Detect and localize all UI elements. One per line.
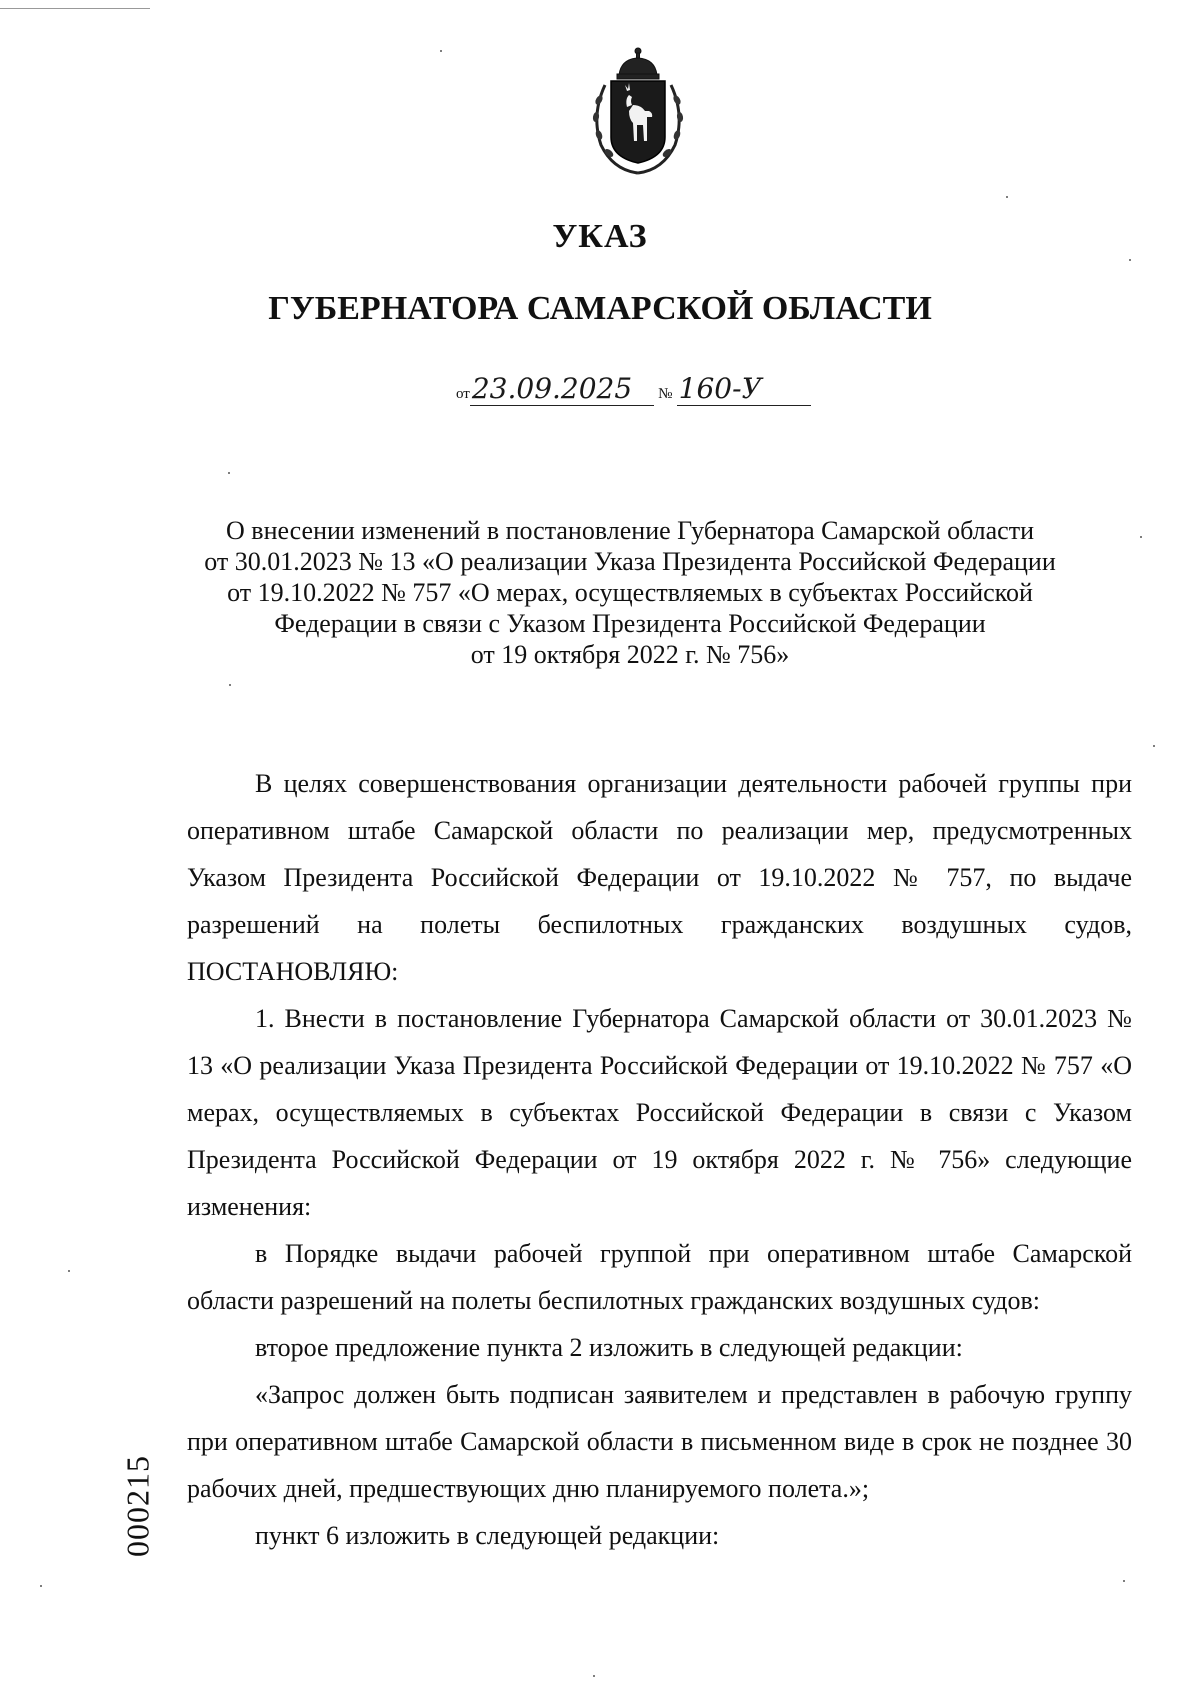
scan-speck <box>1153 745 1155 747</box>
number-prefix: № <box>658 386 673 402</box>
issuer-title: ГУБЕРНАТОРА САМАРСКОЙ ОБЛАСТИ <box>268 290 932 327</box>
subject-line: от 19.10.2022 № 757 «О мерах, осуществляемых в субъектах Российской <box>227 578 1033 607</box>
scan-speck <box>593 1675 595 1677</box>
subject-line: Федерации в связи с Указом Президента Российской Федерации <box>274 609 986 638</box>
decree-subject <box>150 515 1110 670</box>
preamble-paragraph: В целях совершенствования организации деятельности рабочей группы при оперативном штабе Самарской области по реализации мер, предусмотренных Указом Президента Российской Федерации от 19.10.2022 № 757, по выдаче разрешений на полеты беспилотных гражданских воздушных судов, ПОСТАНОВЛЯЮ: <box>187 769 1132 986</box>
handwritten-date: 23.09.2025 <box>470 372 654 406</box>
margin-code-text: 000215 <box>119 1455 156 1557</box>
subject-line: от 30.01.2023 № 13 «О реализации Указа Президента Российской Федерации <box>204 547 1056 576</box>
document-type-title: УКАЗ <box>552 218 648 255</box>
handwritten-number: 160-У <box>677 372 811 406</box>
coat-of-arms-emblem <box>583 45 693 180</box>
scan-speck <box>440 50 442 52</box>
second-sentence-paragraph: второе предложение пункта 2 изложить в следующей редакции: <box>255 1333 963 1362</box>
top-edge-line <box>0 8 150 9</box>
decree-body <box>187 760 1132 1559</box>
point-6-paragraph: пункт 6 изложить в следующей редакции: <box>255 1521 720 1550</box>
subject-line: от 19 октября 2022 г. № 756» <box>470 640 790 669</box>
scan-speck <box>1006 196 1008 198</box>
scan-speck <box>1123 1580 1125 1582</box>
margin-registration-code <box>108 1436 168 1576</box>
order-intro-paragraph: в Порядке выдачи рабочей группой при оперативном штабе Самарской области разрешений на полеты беспилотных гражданских воздушных судов: <box>187 1239 1132 1315</box>
scan-speck <box>1140 536 1142 538</box>
quote-paragraph: «Запрос должен быть подписан заявителем и представлен в рабочую группу при оперативном штабе Самарской области в письменном виде в срок не позднее 30 рабочих дней, предшествующих дню планируемого полета.»; <box>187 1380 1132 1503</box>
scan-speck <box>229 684 231 686</box>
date-number-line <box>456 372 811 414</box>
scan-speck <box>1129 259 1131 261</box>
item-1-paragraph: 1. Внести в постановление Губернатора Самарской области от 30.01.2023 № 13 «О реализации Указа Президента Российской Федерации от 19.10.2022 № 757 «О мерах, осуществляемых в субъектах Российской Федерации в связи с Указом Президента Российской Федерации от 19 октября 2022 г. № 756» следующие изменения: <box>187 1004 1132 1221</box>
scan-speck <box>68 1270 70 1272</box>
date-prefix: от <box>456 386 470 402</box>
scan-speck <box>228 472 230 474</box>
subject-line: О внесении изменений в постановление Губернатора Самарской области <box>226 516 1034 545</box>
scan-speck <box>40 1585 42 1587</box>
